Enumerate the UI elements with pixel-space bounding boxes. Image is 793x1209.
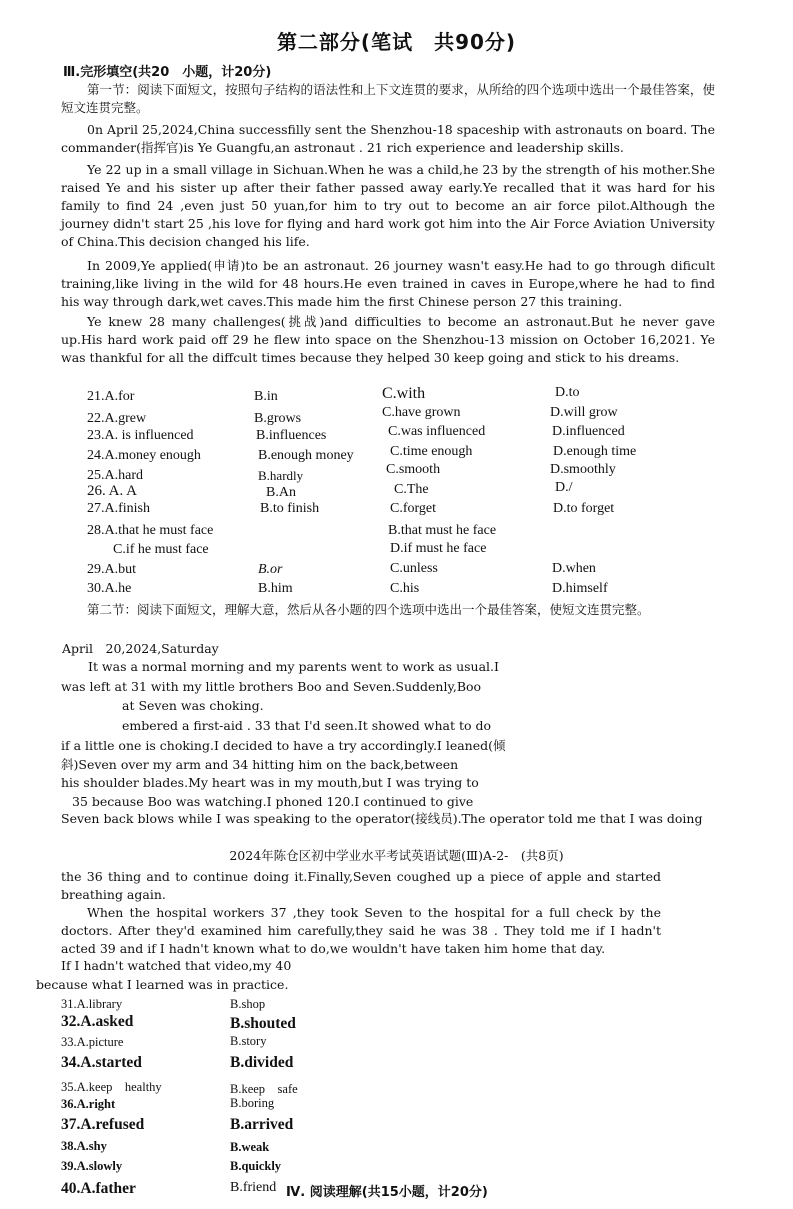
passage2-line7: his shoulder blades.My heart was in my mouth,but I was trying to (61, 775, 479, 790)
option-40-a: 40.A.father (61, 1180, 136, 1197)
passage1-para3: In 2009,Ye applied(申请)to be an astronaut. 26 journey wasn't easy.He had to go through dificult training,like living in the wild for 48 hours.He even trained in caves in Europe,where he had to find his way through dark,wet caves.This made him the first Chinese person 27 this training. (61, 258, 715, 309)
option-38-a: 38.A.shy (61, 1139, 107, 1153)
option-28-d: D.if must he face (390, 541, 487, 556)
diary-date: April 20,2024,Saturday (62, 641, 219, 656)
passage2-line2: was left at 31 with my little brothers Boo and Seven.Suddenly,Boo (61, 679, 482, 694)
option-24-c: C.time enough (390, 444, 473, 459)
option-35-b: B.keep safe (230, 1082, 298, 1096)
passage2-para-cont: the 36 thing and to continue doing it.Finally,Seven coughed up a piece of apple and started breathing again. (61, 869, 661, 902)
option-22-c: C.have grown (382, 405, 461, 420)
option-30-b: B.him (258, 581, 293, 596)
part1-instructions: 第一节：阅读下面短文，按照句子结构的语法性和上下文连贯的要求，从所给的四个选项中选出一个最佳答案，使短文连贯完整。 (61, 82, 715, 115)
passage1-para2: Ye 22 up in a small village in Sichuan.When he was a child,he 23 by the strength of his mother.She raised Ye and his sister up after their father passed away early.Ye recalled that it was hard for his family to find 24 ,even just 50 yuan,for him to try out to become an air force pilot.Although the journey didn't start 25 ,his love for flying and hard work got him into the Air Force Aviation University of China.This decision changed his life. (61, 162, 715, 249)
option-29-b: B.or (258, 562, 283, 577)
option-28-a: 28.A.that he must face (87, 523, 214, 538)
option-39-a: 39.A.slowly (61, 1159, 123, 1173)
option-25-d: D.smoothly (550, 462, 616, 477)
option-25-b: B.hardly (258, 468, 304, 483)
option-22-a: 22.A.grew (87, 411, 147, 426)
option-32-b: B.shouted (230, 1015, 296, 1032)
passage1-para4: Ye knew 28 many challenges(挑战)and difficulties to become an astronaut.But he never gave up.His hard work paid off 29 he flew into space on the Shenzhou-13 mission on October 16,2021. Ye was thankful for all the diffcult times because they helped 30 keep going and stick to his dreams. (61, 314, 715, 365)
passage2-line-video: If I hadn't watched that video,my 40 (61, 958, 292, 973)
option-36-a: 36.A.right (61, 1097, 116, 1111)
option-32-a: 32.A.asked (61, 1013, 134, 1030)
option-22-d: D.will grow (550, 405, 618, 420)
option-28-c: C.if he must face (113, 542, 209, 557)
option-35-a: 35.A.keep healthy (61, 1080, 162, 1094)
option-27-a: 27.A.finish (87, 501, 150, 516)
passage2-para-hospital: When the hospital workers 37 ,they took Seven to the hospital for a full check by the doctors. After they'd examined him carefully,they said he was 38 . They told me if I hadn't acted 39 and if I hadn't known what to do,we wouldn't have taken him home that day. (61, 905, 661, 956)
option-31-b: B.shop (230, 997, 266, 1011)
option-22-b: B.grows (254, 411, 302, 426)
option-36-b: B.boring (230, 1096, 275, 1110)
option-34-a: 34.A.started (61, 1054, 142, 1071)
option-21-d: D.to (555, 385, 580, 400)
option-31-a: 31.A.library (61, 997, 123, 1011)
passage2-line1: It was a normal morning and my parents went to work as usual.I (88, 659, 499, 674)
option-29-a: 29.A.but (87, 562, 136, 577)
option-26-d: D./ (555, 480, 573, 495)
option-21-c: C.with (382, 385, 426, 402)
option-38-b: B.weak (230, 1140, 270, 1154)
option-30-a: 30.A.he (87, 581, 132, 596)
option-28-b: B.that must he face (388, 523, 497, 538)
option-30-c: C.his (390, 581, 420, 596)
option-40-b: B.friend (230, 1180, 277, 1195)
option-34-b: B.divided (230, 1054, 294, 1071)
passage2-line-practice: because what I learned was in practice. (36, 977, 289, 992)
option-21-b: B.in (254, 389, 278, 404)
passage2-line6: 斜)Seven over my arm and 34 hitting him on the back,between (61, 757, 459, 772)
option-24-d: D.enough time (553, 444, 637, 459)
option-25-a: 25.A.hard (87, 468, 143, 483)
option-29-d: D.when (552, 561, 596, 576)
option-27-d: D.to forget (553, 501, 615, 516)
option-33-b: B.story (230, 1034, 267, 1048)
page-footer: 2024年陈仓区初中学业水平考试英语试题(Ⅲ)A-2- (共8页) (229, 848, 564, 863)
option-26-b: B.An (266, 485, 296, 500)
option-24-a: 24.A.money enough (87, 448, 201, 463)
passage2-line4: embered a first-aid . 33 that I'd seen.It showed what to do (122, 718, 492, 733)
option-26-c: C.The (394, 482, 429, 497)
option-37-b: B.arrived (230, 1116, 294, 1133)
option-23-c: C.was influenced (388, 424, 486, 439)
page-title: 第二部分(笔试 共90分) (276, 30, 517, 54)
option-39-b: B.quickly (230, 1159, 282, 1173)
passage2-line8: 35 because Boo was watching.I phoned 120.I continued to give (72, 794, 474, 809)
option-23-d: D.influenced (552, 424, 625, 439)
option-37-a: 37.A.refused (61, 1116, 145, 1133)
option-33-a: 33.A.picture (61, 1035, 124, 1049)
option-27-b: B.to finish (260, 501, 320, 516)
passage2-line9: Seven back blows while I was speaking to the operator(接线员).The operator told me that I was doing (61, 811, 703, 826)
option-24-b: B.enough money (258, 448, 354, 463)
section-3-heading: Ⅲ.完形填空(共20 小题，计20分) (63, 65, 272, 80)
option-30-d: D.himself (552, 581, 608, 596)
passage2-line3: at Seven was choking. (122, 698, 264, 713)
option-26-a: 26. A. A (87, 483, 138, 499)
option-23-b: B.influences (256, 428, 327, 443)
option-29-c: C.unless (390, 561, 438, 576)
passage2-line5: if a little one is choking.I decided to have a try accordingly.I leaned(倾 (61, 738, 506, 753)
option-23-a: 23.A. is influenced (87, 428, 194, 443)
section-4-heading: Ⅳ. 阅读理解(共15小题，计20分) (286, 1185, 488, 1200)
passage1-para1: 0n April 25,2024,China successfilly sent the Shenzhou-18 spaceship with astronauts on board. The commander(指挥官)is Ye Guangfu,an astronaut . 21 rich experience and leadership skills. (61, 122, 715, 155)
option-27-c: C.forget (390, 501, 437, 516)
part2-instructions: 第二节：阅读下面短文，理解大意，然后从各小题的四个选项中选出一个最佳答案，使短文连贯完整。 (87, 602, 650, 617)
option-21-a: 21.A.for (87, 389, 135, 404)
option-25-c: C.smooth (386, 462, 441, 477)
